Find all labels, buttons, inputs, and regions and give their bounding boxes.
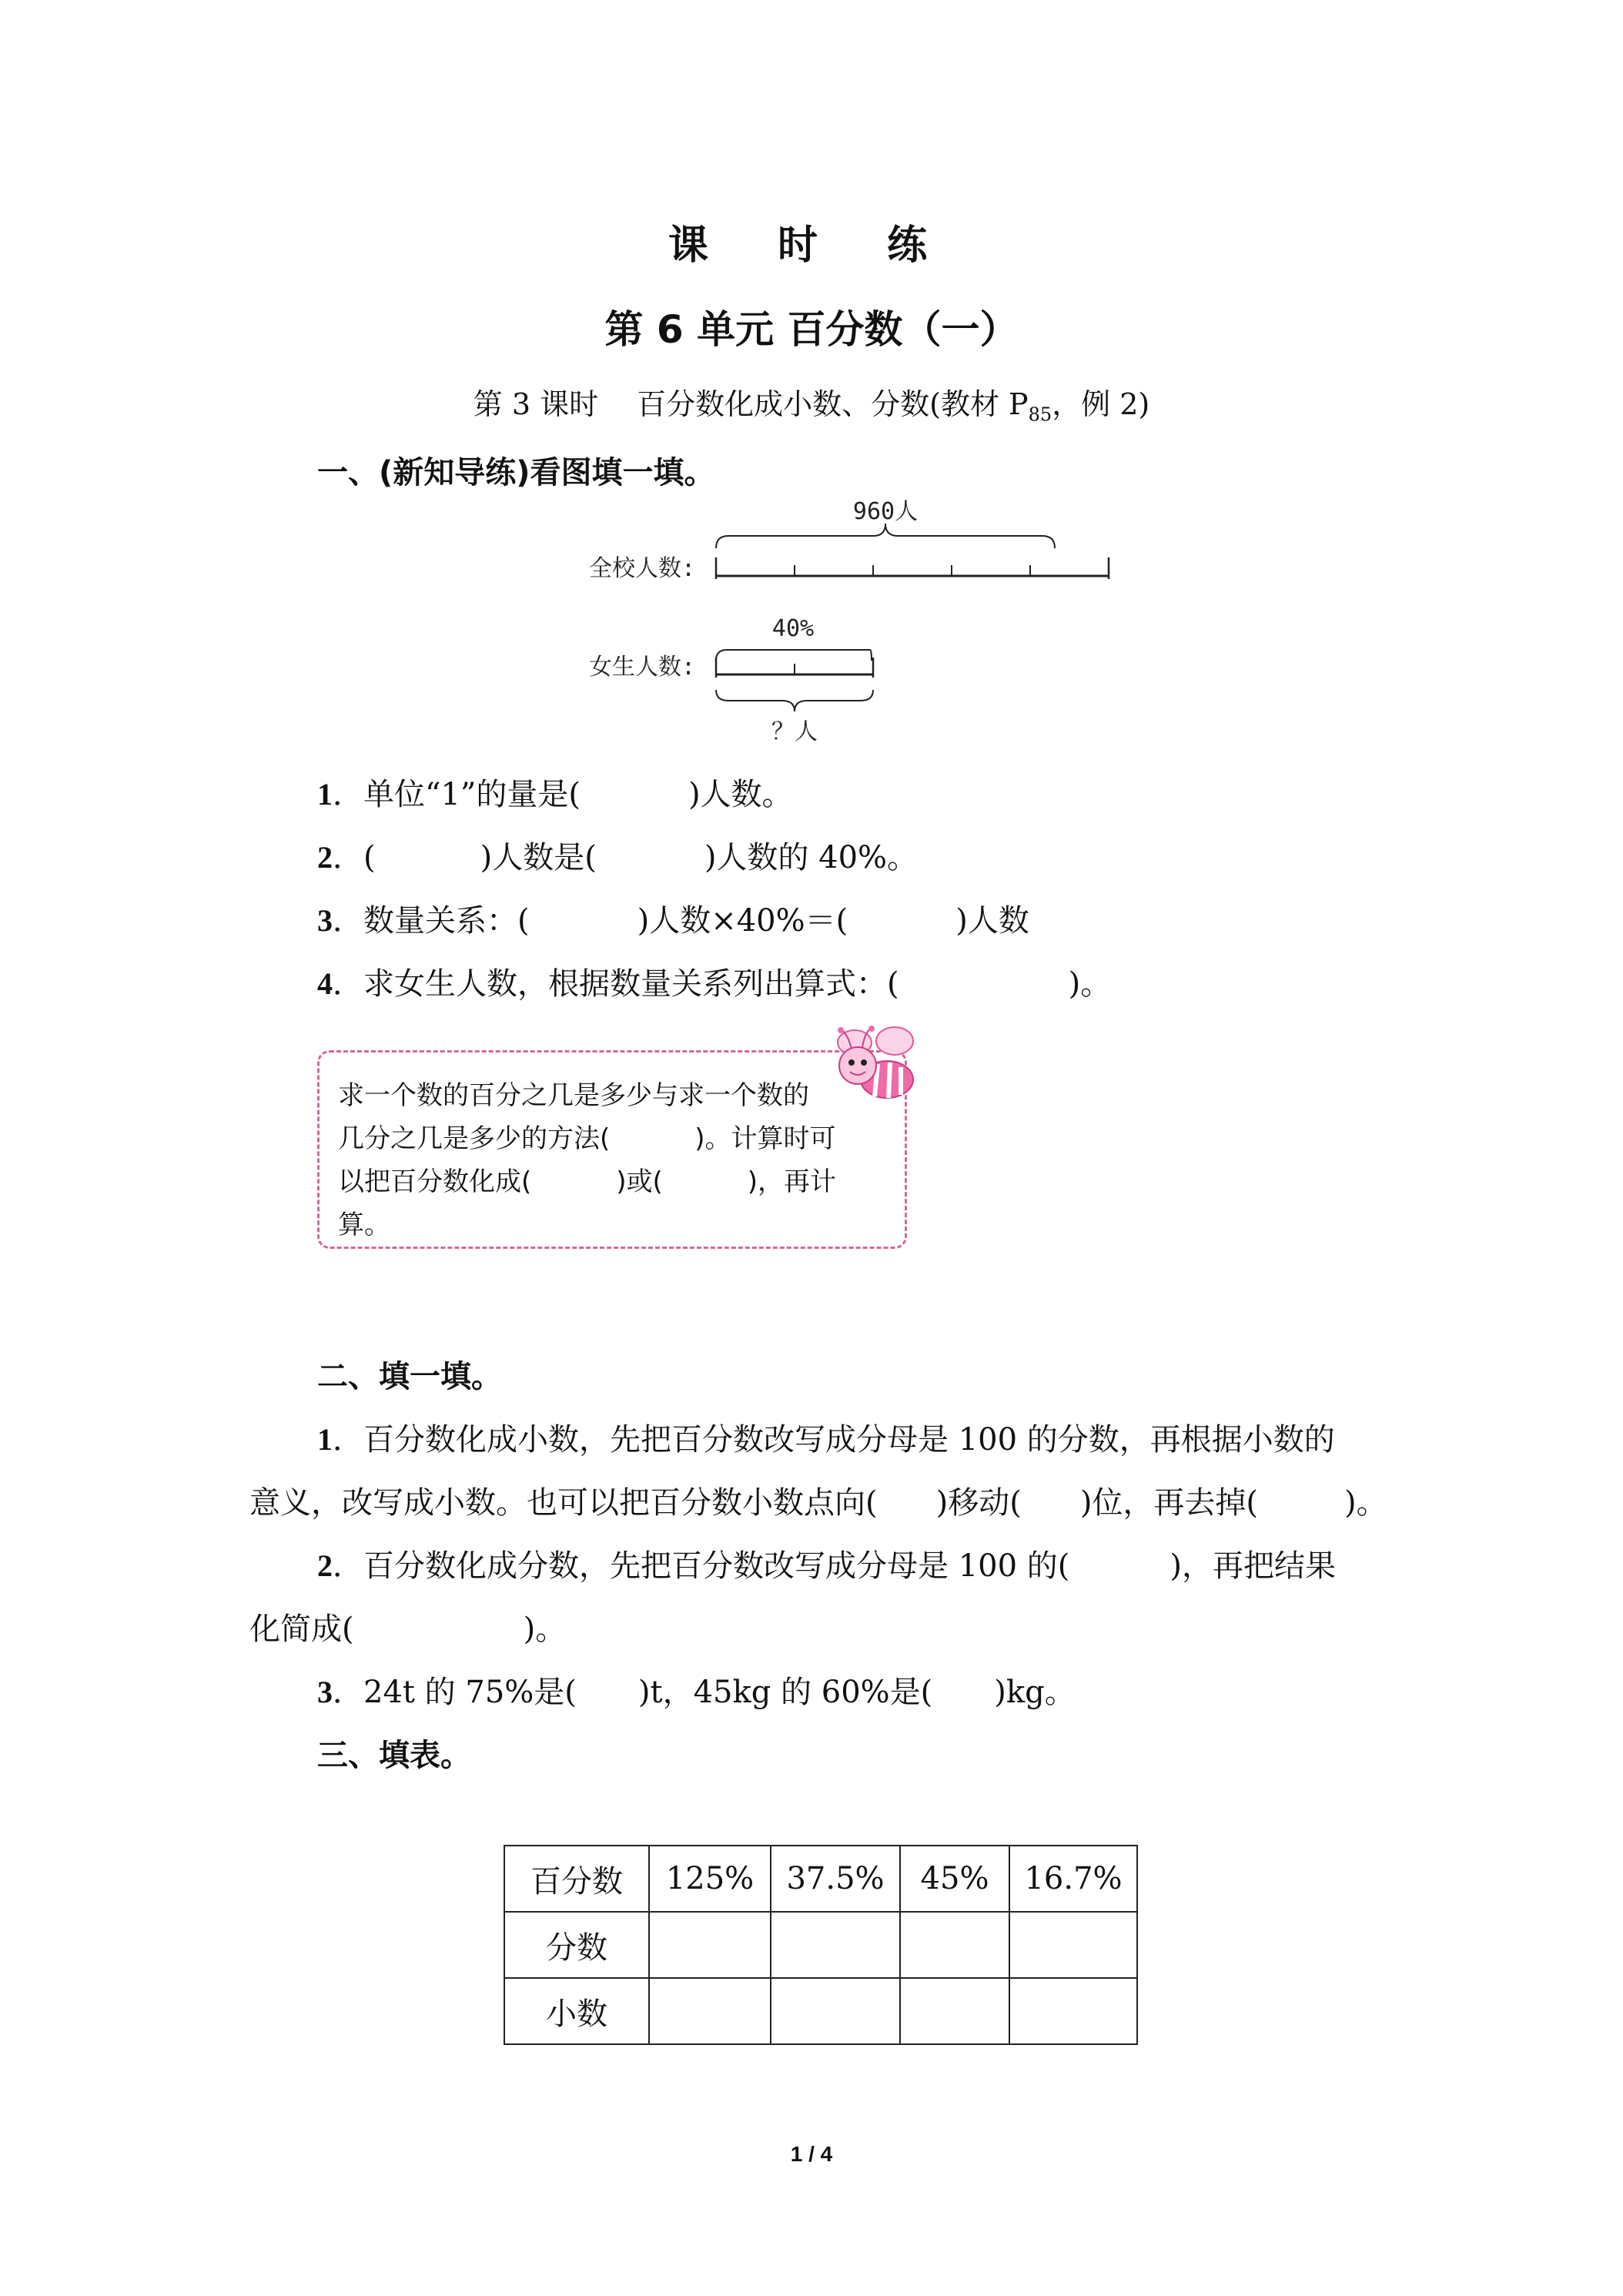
s1-question-3	[317, 896, 1029, 940]
girls-unknown-label: ？人	[771, 718, 818, 745]
q-text: )人数。	[688, 777, 793, 812]
lesson-suffix: ，例 2)	[1052, 387, 1150, 421]
s2-question-1-line1	[317, 1415, 1335, 1459]
q-text: ．(	[333, 840, 376, 875]
q-text: )人数是(	[480, 840, 597, 875]
girls-label: 女生人数:	[589, 654, 696, 681]
q-number: 4	[317, 966, 333, 1001]
q-text: ．百分数化成小数，先把百分数改写成分母是 100 的分数，再根据小数的	[333, 1422, 1335, 1458]
tip-line-4: 算。	[338, 1210, 390, 1240]
s2-question-1-line2	[249, 1478, 1387, 1522]
segment-diagram	[570, 493, 1124, 747]
section2-heading: 二、填一填。	[317, 1359, 502, 1394]
q-text: )位，再去掉(	[1079, 1485, 1259, 1521]
q-text: 化简成(	[249, 1612, 354, 1647]
q-text: )，再把结果	[1170, 1548, 1336, 1584]
q-text: )kg。	[994, 1675, 1076, 1710]
table-cell: 37.5%	[771, 1846, 900, 1912]
answer-cell[interactable]	[649, 1978, 771, 2044]
section3-heading: 三、填表。	[317, 1738, 471, 1773]
girls-percent-label: 40%	[771, 615, 815, 642]
tip-box	[317, 1050, 907, 1249]
total-label: 全校人数:	[589, 555, 696, 582]
table-row	[504, 1978, 1137, 2044]
q-number: 2	[317, 1548, 333, 1583]
q-text: ．求女生人数，根据数量关系列出算式：(	[333, 966, 899, 1002]
answer-cell[interactable]	[900, 1978, 1009, 2044]
row-header: 小数	[504, 1978, 649, 2044]
answer-cell[interactable]	[1009, 1978, 1137, 2044]
q-text: )。	[1068, 966, 1112, 1002]
table-cell: 16.7%	[1009, 1846, 1137, 1912]
tip-text: 几分之几是多少的方法(	[338, 1123, 611, 1154]
page-title: 课 时 练	[668, 223, 955, 269]
row-header: 分数	[504, 1912, 649, 1978]
q-text: )人数的 40%。	[704, 840, 919, 875]
tip-text: )或(	[616, 1166, 663, 1197]
table-cell: 45%	[900, 1846, 1009, 1912]
s2-question-2-line1	[317, 1541, 1336, 1585]
q-text: ．数量关系：(	[333, 903, 530, 939]
q-number: 3	[317, 903, 333, 938]
q-number: 1	[317, 777, 333, 812]
q-text: ．24t 的 75%是(	[333, 1675, 577, 1710]
page-number: 1 / 4	[790, 2142, 833, 2166]
q-text: )人数	[955, 903, 1029, 939]
answer-cell[interactable]	[649, 1912, 771, 1978]
q-text: ．百分数化成分数，先把百分数改写成分母是 100 的(	[333, 1548, 1070, 1584]
s2-question-3	[317, 1668, 1076, 1712]
tip-text: 以把百分数化成(	[338, 1166, 532, 1197]
total-brace	[716, 524, 1055, 548]
q-text: )t，45kg 的 60%是(	[637, 1675, 933, 1710]
s1-question-1	[317, 770, 793, 814]
q-text: ．单位“1”的量是(	[333, 777, 581, 812]
lesson-page-sub: 85	[1028, 403, 1052, 426]
s1-question-4	[317, 959, 1111, 1003]
bee-mascot-icon	[824, 1021, 924, 1113]
q-number: 2	[317, 840, 333, 875]
answer-cell[interactable]	[1009, 1912, 1137, 1978]
unit-title: 第 6 单元 百分数（一）	[604, 307, 1019, 352]
answer-cell[interactable]	[900, 1912, 1009, 1978]
s2-question-2-line2	[249, 1605, 566, 1648]
lesson-title	[0, 380, 1623, 426]
lesson-prefix: 第 3 课时 百分数化成小数、分数(教材 P	[473, 387, 1029, 421]
girls-bottom-brace	[716, 690, 873, 711]
girls-top-brace	[716, 650, 872, 661]
row-header: 百分数	[504, 1846, 649, 1912]
tip-text: )，再计	[747, 1166, 837, 1197]
table-row	[504, 1912, 1137, 1978]
section1-heading: 一、(新知导练)看图填一填。	[317, 455, 715, 490]
tip-line-2	[338, 1117, 836, 1155]
answer-cell[interactable]	[771, 1912, 900, 1978]
q-text: )人数×40%＝(	[637, 903, 848, 939]
q-number: 3	[317, 1675, 333, 1709]
q-text: 意义，改写成小数。也可以把百分数小数点向(	[249, 1485, 878, 1521]
s1-question-2	[317, 833, 918, 877]
total-value-label: 960人	[852, 498, 919, 525]
q-text: )。	[523, 1612, 567, 1647]
tip-line-1: 求一个数的百分之几是多少与求一个数的	[338, 1080, 809, 1111]
conversion-table	[504, 1845, 1138, 2045]
q-number: 1	[317, 1422, 333, 1457]
table-cell: 125%	[649, 1846, 771, 1912]
q-text: )移动(	[935, 1485, 1022, 1521]
table-row	[504, 1846, 1137, 1912]
q-text: )。	[1344, 1485, 1387, 1521]
tip-line-3	[338, 1160, 836, 1198]
tip-text: )。计算时可	[694, 1123, 836, 1154]
answer-cell[interactable]	[771, 1978, 900, 2044]
